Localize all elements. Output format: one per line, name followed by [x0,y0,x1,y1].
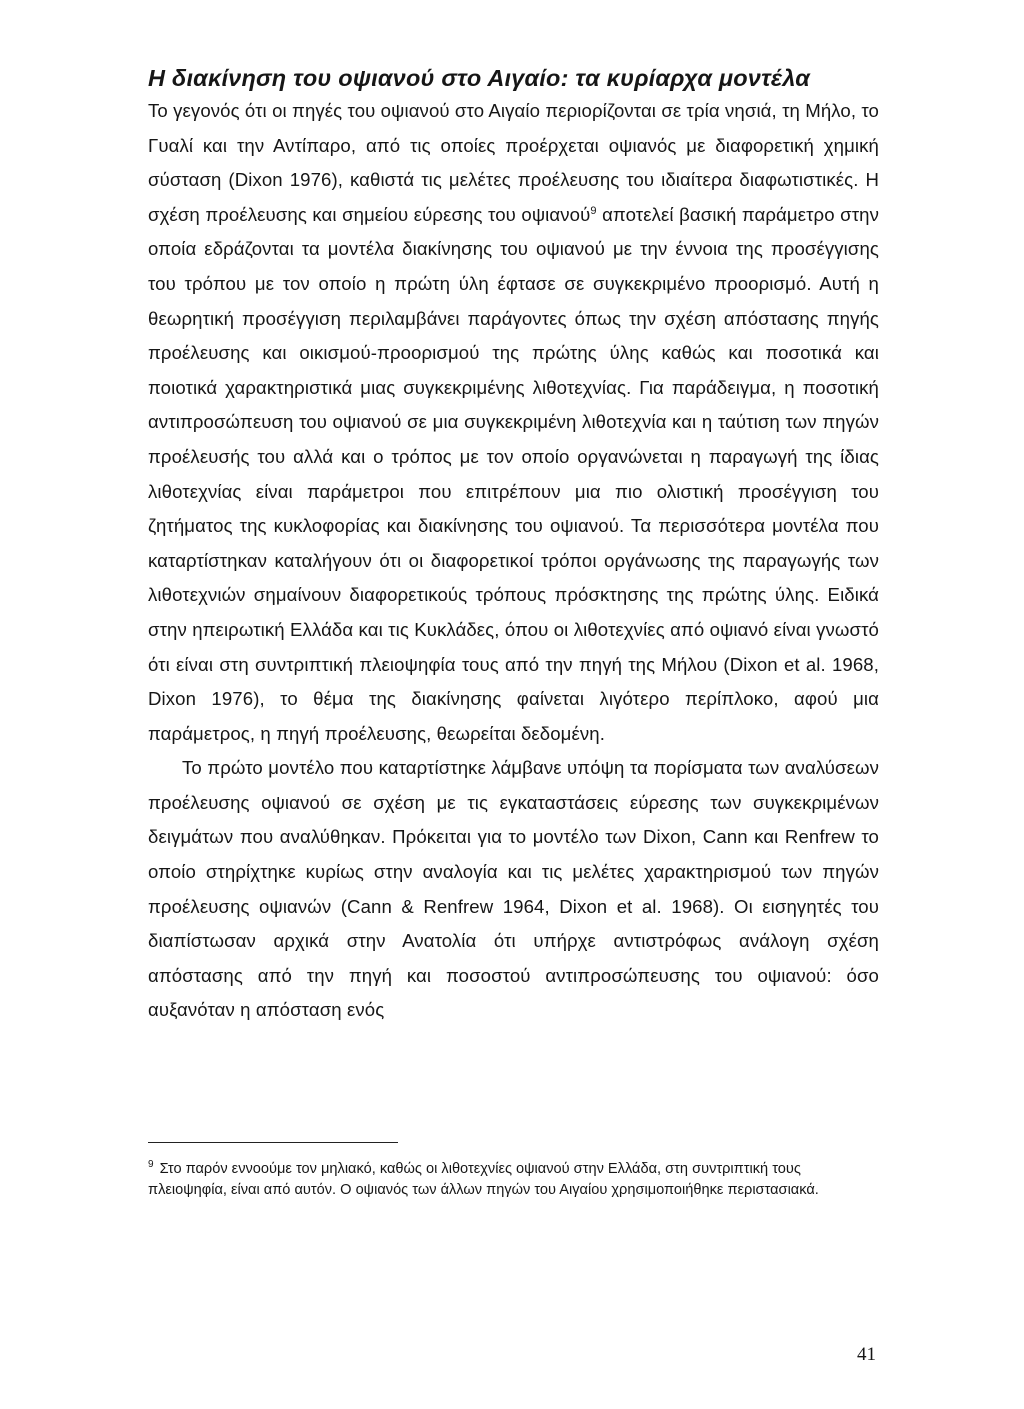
footnote-divider [148,1142,398,1143]
footnote-reference: 9 [590,204,597,217]
section-heading: Η διακίνηση του οψιανού στο Αιγαίο: τα κυρίαρχα μοντέλα [148,65,811,91]
footnote [148,1159,848,1200]
paragraph-1-part-1: Το γεγονός ότι οι πηγές του οψιανού στο Αιγαίο περιορίζονται σε τρία νησιά, τη Μήλο, το Γυαλί και την Αντίπαρο, από τις οποίες προέρχεται οψιανός με διαφορετική χημική σύσταση (Dixon 1976), καθιστά τις μελέτες προέλευσης του ιδιαίτερα διαφωτιστικές. Η σχέση προέλευσης και σημείου εύρεσης του οψιανού [148,100,879,225]
paragraph-1 [148,94,879,751]
paragraph-1-part-2: αποτελεί βασική παράμετρο στην οποία εδράζονται τα μοντέλα διακίνησης του οψιανού με την έννοια της προσέγγισης του τρόπου με τον οποίο η πρώτη ύλη έφτασε σε συγκεκριμένο προορισμό. Αυτή η θεωρητική προσέγγιση περιλαμβάνει παράγοντες όπως την σχέση απόστασης πηγής προέλευσης και οικισμού-προορισμού της πρώτης ύλης καθώς και ποσοτικά και ποιοτικά χαρακτηριστικά μιας συγκεκριμένης λιθοτεχνίας. Για παράδειγμα, η ποσοτική αντιπροσώπευση του οψιανού σε μια συγκεκριμένη λιθοτεχνία και η ταύτιση των πηγών προέλευσής του αλλά και ο τρόπος με τον οποίο οργανώνεται η παραγωγή της ίδιας λιθοτεχνίας είναι παράμετροι που επιτρέπουν μια πιο ολιστική προσέγγιση του ζητήματος της κυκλοφορίας και διακίνησης του οψιανού. Τα περισσότερα μοντέλα που καταρτίστηκαν καταλήγουν ότι οι διαφορετικοί τρόποι οργάνωσης της παραγωγής των λιθοτεχνιών σημαίνουν διαφορετικούς τρόπους πρόσκτησης της πρώτης ύλης. Ειδικά στην ηπειρωτική Ελλάδα και τις Κυκλάδες, όπου οι λιθοτεχνίες από οψιανό είναι γνωστό ότι είναι στη συντριπτική πλειοψηφία τους από την πηγή της Μήλου (Dixon et al. 1968, Dixon 1976), το θέμα της διακίνησης φαίνεται λιγότερο περίπλοκο, αφού μια παράμετρος, η πηγή προέλευσης, θεωρείται δεδομένη. [148,203,880,744]
page-body [148,62,879,1028]
footnote-text: Στο παρόν εννοούμε τον μηλιακό, καθώς οι λιθοτεχνίες οψιανού στην Ελλάδα, στη συντριπτική τους πλειοψηφία, είναι από αυτόν. Ο οψιανός των άλλων πηγών του Αιγαίου χρησιμοποιήθηκε περιστασιακά. [148,1161,819,1198]
footnote-marker: 9 [148,1159,154,1171]
paragraph-2: Το πρώτο μοντέλο που καταρτίστηκε λάμβανε υπόψη τα πορίσματα των αναλύσεων προέλευσης οψιανού σε σχέση με τις εγκαταστάσεις εύρεσης των συγκεκριμένων δειγμάτων που αναλύθηκαν. Πρόκειται για το μοντέλο των Dixon, Cann και Renfrew το οποίο στηρίχτηκε κυρίως στην αναλογία και τις μελέτες χαρακτηρισμού των πηγών προέλευσης οψιανών (Cann & Renfrew 1964, Dixon et al. 1968). Οι εισηγητές του διαπίστωσαν αρχικά στην Ανατολία ότι υπήρχε αντιστρόφως ανάλογη σχέση απόστασης από την πηγή και ποσοστού αντιπροσώπευσης του οψιανού: όσο αυξανόταν η απόσταση ενός [148,757,879,1021]
page-number: 41 [857,1344,876,1365]
